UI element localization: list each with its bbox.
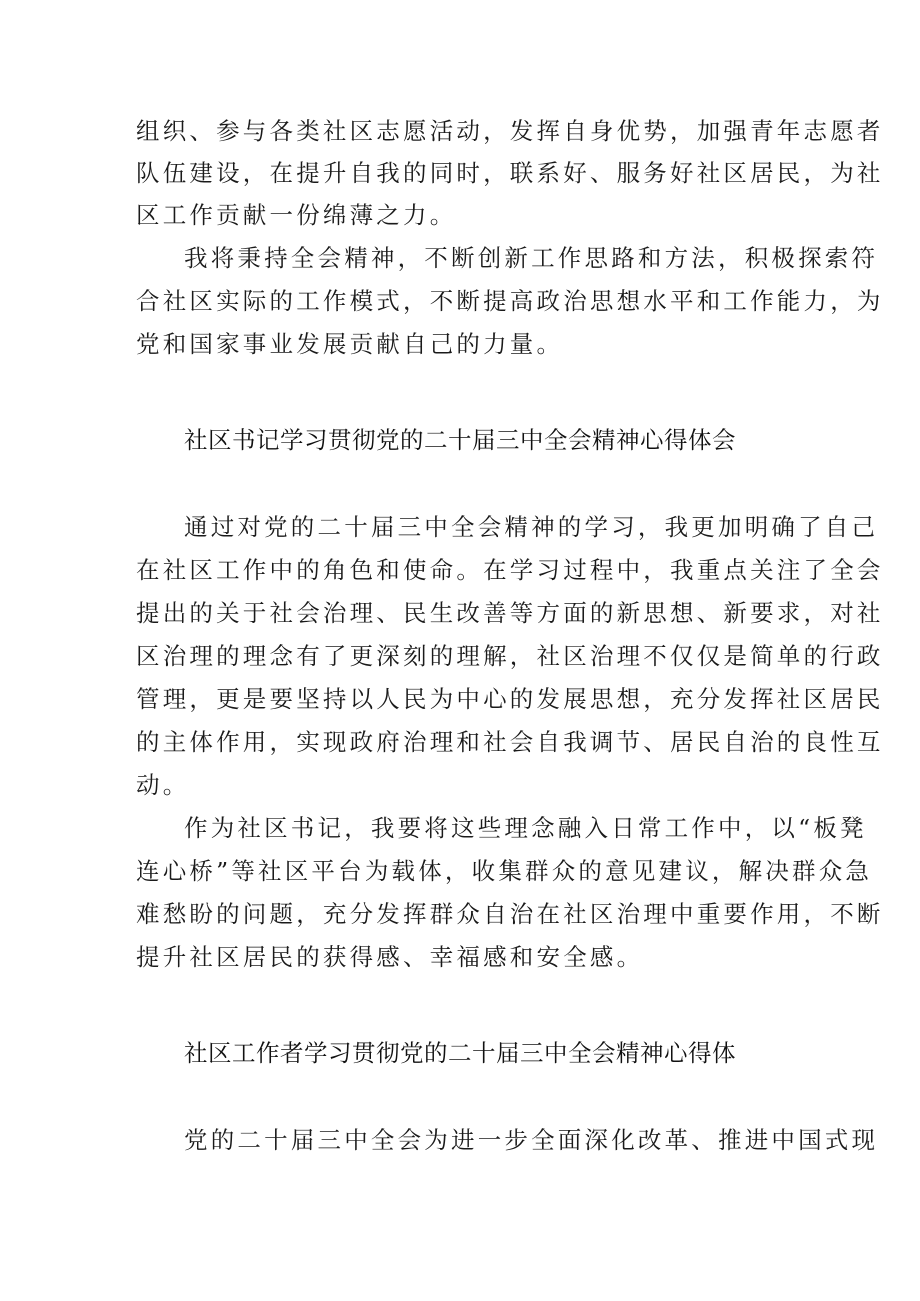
paragraph-line: 难愁盼的问题，充分发挥群众自治在社区治理中重要作用，不断 [136, 900, 884, 928]
paragraph-line: 合社区实际的工作模式，不断提高政治思想水平和工作能力，为 [136, 287, 884, 315]
paragraph-line: 管理，更是要坚持以人民为中心的发展思想，充分发挥社区居民 [136, 685, 884, 713]
paragraph-line: 作为社区书记，我要将这些理念融入日常工作中，以“板凳 [184, 814, 867, 842]
section-heading-worker: 社区工作者学习贯彻党的二十届三中全会精神心得体 [184, 1039, 736, 1067]
paragraph-line: 组织、参与各类社区志愿活动，发挥自身优势，加强青年志愿者 [136, 117, 884, 145]
paragraph-line: 我将秉持全会精神，不断创新工作思路和方法，积极探索符 [184, 244, 879, 272]
paragraph-line: 区治理的理念有了更深刻的理解，社区治理不仅仅是简单的行政 [136, 642, 884, 670]
paragraph-line: 党的二十届三中全会为进一步全面深化改革、推进中国式现 [184, 1126, 879, 1154]
paragraph-line: 动。 [136, 771, 190, 799]
paragraph-line: 提出的关于社会治理、民生改善等方面的新思想、新要求，对社 [136, 599, 884, 627]
paragraph-line: 区工作贡献一份绵薄之力。 [136, 201, 457, 229]
paragraph-line: 党和国家事业发展贡献自己的力量。 [136, 330, 564, 358]
paragraph-line: 通过对党的二十届三中全会精神的学习，我更加明确了自己 [184, 513, 879, 541]
paragraph-line: 的主体作用，实现政府治理和社会自我调节、居民自治的良性互 [136, 728, 884, 756]
paragraph-line: 在社区工作中的角色和使命。在学习过程中，我重点关注了全会 [136, 556, 884, 584]
paragraph-line: 队伍建设，在提升自我的同时，联系好、服务好社区居民，为社 [136, 159, 884, 187]
section-heading-secretary: 社区书记学习贯彻党的二十届三中全会精神心得体会 [184, 426, 736, 454]
paragraph-line: 提升社区居民的获得感、幸福感和安全感。 [136, 943, 644, 971]
paragraph-line: 连心桥”等社区平台为载体，收集群众的意见建议，解决群众急 [136, 857, 873, 885]
